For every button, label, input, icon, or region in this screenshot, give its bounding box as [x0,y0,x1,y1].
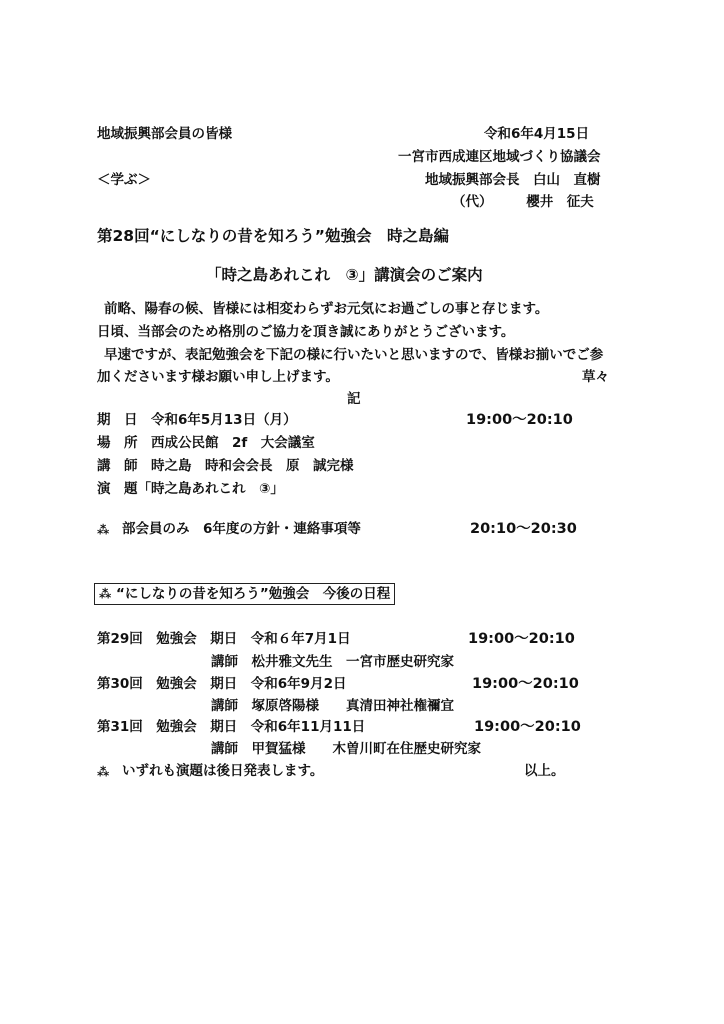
event-date: 期 日 令和6年5月13日（月） [97,412,297,428]
event-place: 場 所 西成公民館 2f 大会議室 [97,435,315,451]
schedule-lecturer-31: 講師 甲賀猛様 木曽川町在住歴史研究家 [211,741,481,757]
schedule-time-30: 19:00～20:10 [472,676,579,692]
flower-symbol-icon: ⁂ [99,587,112,601]
addressee: 地域振興部会員の皆様 [97,126,232,142]
event-time: 19:00～20:10 [466,412,573,428]
document-subtitle: 「時之島あれこれ ③」講演会のご案内 [206,266,483,284]
category-label: ＜学ぶ＞ [97,172,151,188]
body-line-1: 前略、陽春の候、皆様には相変わらずお元気にお過ごしの事と存じます。 [104,301,549,317]
schedule-time-29: 19:00～20:10 [468,631,575,647]
letter-date: 令和6年4月15日 [484,126,590,142]
sender-chair: 地域振興部会長 白山 直樹 [425,172,601,188]
schedule-time-31: 19:00～20:10 [474,719,581,735]
members-time: 20:10～20:30 [470,521,577,537]
schedule-session-31: 第31回 勉強会 期日 令和6年11月11日 [97,719,366,735]
body-line-3: 早速ですが、表記勉強会を下記の様に行いたいと思いますので、皆様お揃いでご参 [104,347,604,363]
body-line-4: 加くださいます様お願い申し上げます。 [97,369,339,385]
schedule-header [94,583,395,605]
flower-symbol-icon: ⁂ [97,765,110,779]
footer-note: いずれも演題は後日発表します。 [122,763,324,779]
sender-deputy: （代） 櫻井 征夫 [452,194,594,210]
body-line-2: 日頃、当部会のため格別のご協力を頂き誠にありがとうございます。 [97,324,515,340]
schedule-lecturer-29: 講師 松井雅文先生 一宮市歴史研究家 [211,654,454,670]
event-lecturer: 講 師 時之島 時和会会長 原 誠完様 [97,458,354,474]
members-item: 部会員のみ 6年度の方針・連絡事項等 [122,521,361,537]
schedule-header-text: “にしなりの昔を知ろう”勉強会 今後の日程 [115,586,391,602]
organization: 一宮市西成連区地域づくり協議会 [398,149,601,165]
flower-symbol-icon: ⁂ [97,523,110,537]
closing-end: 以上。 [524,763,565,779]
event-topic: 演 題「時之島あれこれ ③」 [97,481,284,497]
document-title: 第28回“にしなりの昔を知ろう”勉強会 時之島編 [97,227,449,245]
closing-word: 草々 [582,369,609,385]
schedule-session-29: 第29回 勉強会 期日 令和６年7月1日 [97,631,351,647]
schedule-session-30: 第30回 勉強会 期日 令和6年9月2日 [97,676,347,692]
ki-marker: 記 [347,391,361,407]
schedule-lecturer-30: 講師 塚原啓陽様 真清田神社権禰宜 [211,698,454,714]
